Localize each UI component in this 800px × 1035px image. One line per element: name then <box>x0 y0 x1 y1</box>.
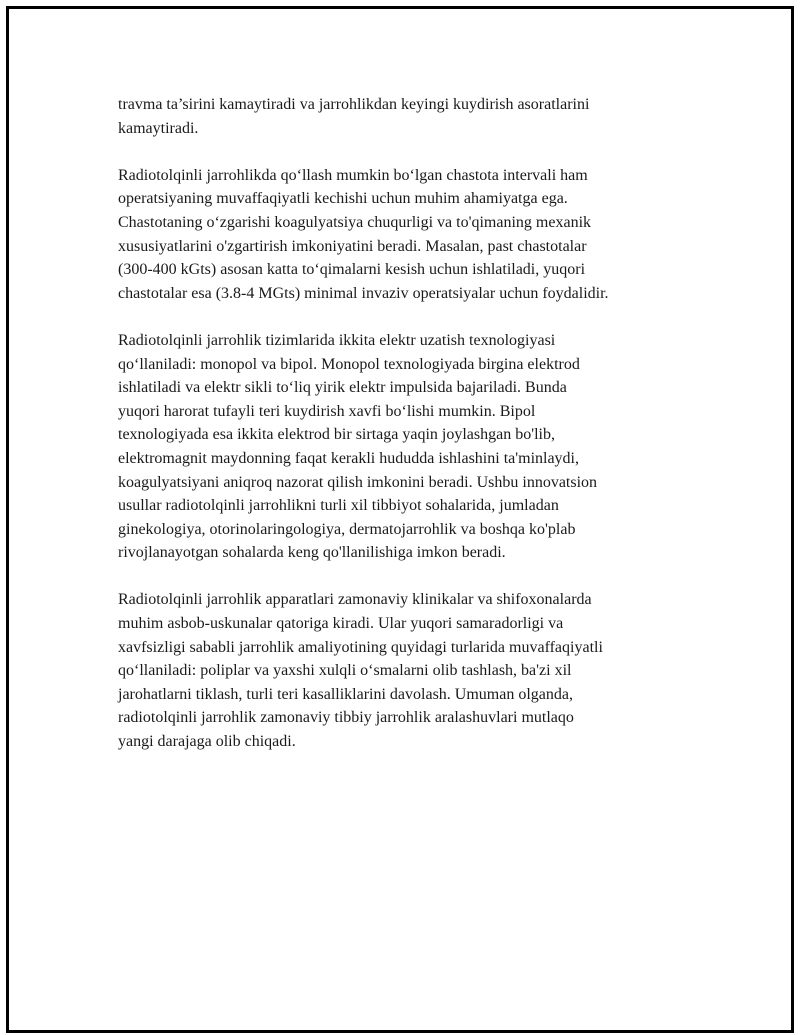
paragraph-1: travma ta’sirini kamaytiradi va jarrohlikdan keyingi kuydirish asoratlarini kamaytiradi. <box>118 96 590 137</box>
paragraph-4: Radiotolqinli jarrohlik apparatlari zamonaviy klinikalar va shifoxonalarda muhim asbob-uskunalar qatoriga kiradi. Ular yuqori samaradorligi va xavfsizligi sababli jarrohlik amaliyotining quyidagi turlarida muvaffaqiyatli qoʻllaniladi: poliplar va yaxshi xulqli oʻsmalarni olib tashlash, ba'zi xil jarohatlarni tiklash, turli teri kasalliklarini davolash. Umuman olganda, radiotolqinli jarrohlik zamonaviy tibbiy jarrohlik aralashuvlari mutlaqo yangi darajaga olib chiqadi. <box>118 591 603 751</box>
paragraph-2: Radiotolqinli jarrohlikda qoʻllash mumkin boʻlgan chastota intervali ham operatsiyaning muvaffaqiyatli kechishi uchun muhim ahamiyatga ega. Chastotaning oʻzgarishi koagulyatsiya chuqurligi va to'qimaning mexanik xususiyatlarini o'zgartirish imkoniyatini beradi. Masalan, past chastotalar (300-400 kGts) asosan katta toʻqimalarni kesish uchun ishlatiladi, yuqori chastotalar esa (3.8-4 MGts) minimal invaziv operatsiyalar uchun foydalidir. <box>118 166 609 302</box>
paragraph-3: Radiotolqinli jarrohlik tizimlarida ikkita elektr uzatish texnologiyasi qoʻllaniladi: monopol va bipol. Monopol texnologiyada birgina elektrod ishlatiladi va elektr sikli toʻliq yirik elektr impulsida bajariladi. Bunda yuqori harorat tufayli teri kuydirish xavfi boʻlishi mumkin. Bipol texnologiyada esa ikkita elektrod bir sirtaga yaqin joylashgan bo'lib, elektromagnit maydonning faqat kerakli hududda ishlashini ta'minlaydi, koagulyatsiyani aniqroq nazorat qilish imkonini beradi. Ushbu innovatsion usullar radiotolqinli jarrohlikni turli xil tibbiyot sohalarida, jumladan ginekologiya, otorinolaringologiya, dermatojarrohlik va boshqa ko'plab rivojlanayotgan sohalarda keng qo'llanilishiga imkon beradi. <box>118 331 598 562</box>
document-body <box>118 93 708 777</box>
